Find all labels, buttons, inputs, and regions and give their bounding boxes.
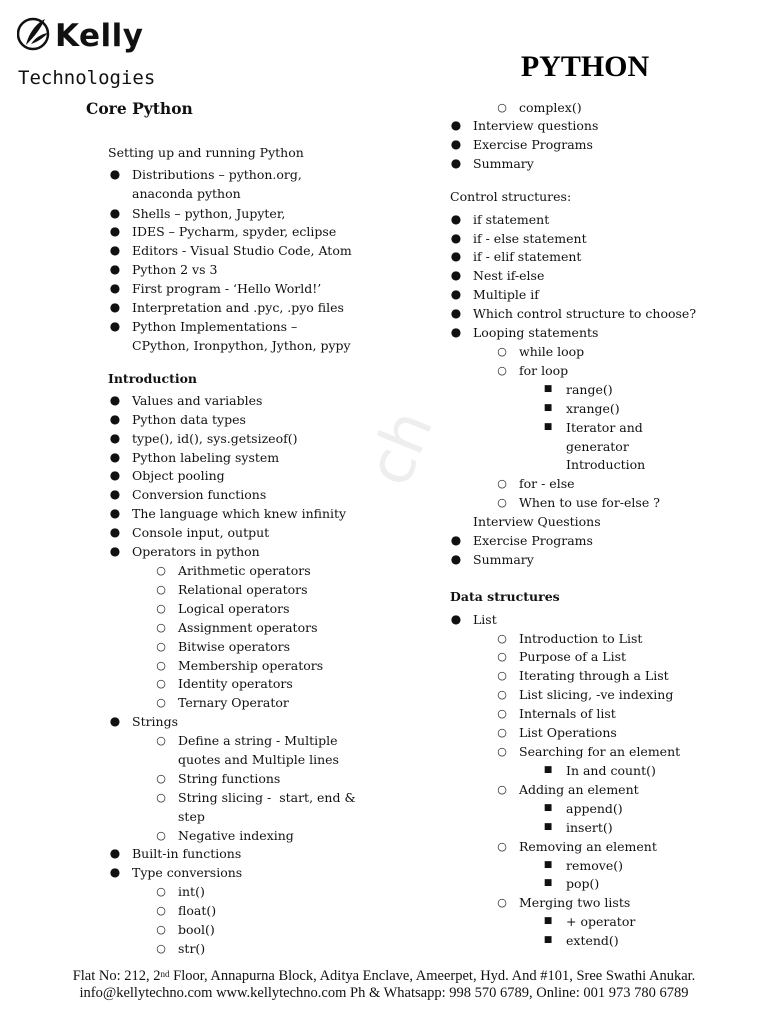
list-item-text: str() <box>178 941 206 956</box>
list-item <box>86 656 323 675</box>
list-item-text: Operators in python <box>132 544 260 559</box>
filled-circle-bullet-icon: ● <box>109 281 121 295</box>
list-item-text: generator <box>566 439 629 454</box>
list-item-text: Assignment operators <box>178 620 318 635</box>
hollow-circle-bullet-icon: ○ <box>156 772 166 785</box>
list-item <box>86 901 216 920</box>
list-item-text: List <box>473 612 497 627</box>
list-item <box>427 761 656 780</box>
hollow-circle-bullet-icon: ○ <box>156 583 166 596</box>
list-item <box>86 279 321 298</box>
list-item-text: while loop <box>519 344 585 359</box>
list-item <box>427 474 575 493</box>
list-item-text: append() <box>566 801 623 816</box>
filled-circle-bullet-icon: ● <box>109 412 121 426</box>
list-item-text: Removing an element <box>519 839 657 854</box>
list-item-text: remove() <box>566 858 623 873</box>
list-item <box>86 317 297 336</box>
hollow-circle-bullet-icon: ○ <box>497 783 507 796</box>
hollow-circle-bullet-icon: ○ <box>156 659 166 672</box>
hollow-circle-bullet-icon: ○ <box>497 496 507 509</box>
list-item-text: if - else statement <box>473 231 587 246</box>
list-item-text: Purpose of a List <box>519 649 627 664</box>
hollow-circle-bullet-icon: ○ <box>156 942 166 955</box>
list-item-text: String slicing - start, end & <box>178 790 356 805</box>
company-logo <box>17 14 187 89</box>
list-item <box>86 788 356 807</box>
filled-circle-bullet-icon: ● <box>109 431 121 445</box>
list-item-text: Nest if-else <box>473 268 545 283</box>
list-item-text: + operator <box>566 914 636 929</box>
filled-circle-bullet-icon: ● <box>109 865 121 879</box>
filled-circle-bullet-icon: ● <box>450 212 462 226</box>
list-item-text: Python data types <box>132 412 246 427</box>
square-bullet-icon: ■ <box>543 765 553 775</box>
list-item <box>86 561 311 580</box>
filled-circle-bullet-icon: ● <box>109 846 121 860</box>
list-item <box>427 647 626 666</box>
list-item <box>86 204 285 223</box>
section-heading <box>427 587 560 606</box>
list-item-text: Introduction <box>108 371 198 386</box>
list-item <box>427 418 643 437</box>
filled-circle-bullet-icon: ● <box>450 268 462 282</box>
list-item <box>427 229 587 248</box>
list-item-text: Distributions – python.org, <box>132 167 302 182</box>
section-heading <box>86 369 197 388</box>
list-item <box>427 116 598 135</box>
list-item <box>427 266 544 285</box>
hollow-circle-bullet-icon: ○ <box>497 345 507 358</box>
list-item-text: Python labeling system <box>132 450 280 465</box>
hollow-circle-bullet-icon: ○ <box>156 564 166 577</box>
list-item <box>427 98 582 117</box>
list-item <box>86 826 294 845</box>
list-item-text: range() <box>566 382 613 397</box>
list-item-text: Data structures <box>450 589 560 604</box>
list-item-text: IDES – Pycharm, spyder, eclipse <box>132 224 337 239</box>
list-item-text: Summary <box>473 156 534 171</box>
filled-circle-bullet-icon: ● <box>109 300 121 314</box>
list-item <box>427 187 571 206</box>
list-item-text: Exercise Programs <box>473 137 593 152</box>
list-item <box>427 512 601 531</box>
list-item-text: bool() <box>178 922 215 937</box>
list-item-text: Console input, output <box>132 525 270 540</box>
list-item-text: Strings <box>132 714 179 729</box>
list-item <box>427 285 539 304</box>
list-item <box>86 429 297 448</box>
hollow-circle-bullet-icon: ○ <box>156 734 166 747</box>
list-item <box>427 874 599 893</box>
hollow-circle-bullet-icon: ○ <box>497 364 507 377</box>
list-item <box>427 380 613 399</box>
hollow-circle-bullet-icon: ○ <box>497 650 507 663</box>
list-item-text: Define a string - Multiple <box>178 733 338 748</box>
list-item <box>427 531 593 550</box>
list-item <box>86 750 339 769</box>
filled-circle-bullet-icon: ● <box>450 325 462 339</box>
list-item <box>427 931 619 950</box>
list-item <box>427 893 630 912</box>
list-item <box>86 637 290 656</box>
list-item-text: Identity operators <box>178 676 293 691</box>
list-item <box>86 260 217 279</box>
hollow-circle-bullet-icon: ○ <box>497 688 507 701</box>
list-item-text: Shells – python, Jupyter, <box>132 206 286 221</box>
list-item-text: Logical operators <box>178 601 290 616</box>
list-item-text: Iterating through a List <box>519 668 669 683</box>
list-item-text: Bitwise operators <box>178 639 290 654</box>
section-heading <box>86 99 193 119</box>
list-item-text: int() <box>178 884 205 899</box>
list-item-text: Type conversions <box>132 865 243 880</box>
list-item-text: Summary <box>473 552 534 567</box>
list-item-text: List Operations <box>519 725 617 740</box>
filled-circle-bullet-icon: ● <box>450 552 462 566</box>
list-item-text: Interpretation and .pyc, .pyo files <box>132 300 344 315</box>
list-item-text: complex() <box>519 100 582 115</box>
filled-circle-bullet-icon: ● <box>109 206 121 220</box>
hollow-circle-bullet-icon: ○ <box>156 923 166 936</box>
filled-circle-bullet-icon: ● <box>109 506 121 520</box>
list-item <box>427 154 534 173</box>
list-item <box>427 666 669 685</box>
list-item <box>427 304 696 323</box>
list-item-text: xrange() <box>566 401 620 416</box>
list-item <box>86 485 266 504</box>
list-item <box>86 807 205 826</box>
list-item-text: Looping statements <box>473 325 599 340</box>
list-item <box>86 336 351 355</box>
list-item <box>427 610 497 629</box>
filled-circle-bullet-icon: ● <box>109 224 121 238</box>
list-item <box>86 618 318 637</box>
logo-subtitle: Technologies <box>18 67 156 89</box>
list-item <box>427 912 635 931</box>
filled-circle-bullet-icon: ● <box>450 612 462 626</box>
filled-circle-bullet-icon: ● <box>450 533 462 547</box>
square-bullet-icon: ■ <box>543 916 553 926</box>
list-item-text: Interview questions <box>473 118 599 133</box>
square-bullet-icon: ■ <box>543 384 553 394</box>
footer-contact: info@kellytechno.com www.kellytechno.com Ph & Whatsapp: 998 570 6789, Online: 001 973 780 6789 <box>79 985 689 1001</box>
list-item-text: List slicing, -ve indexing <box>519 687 674 702</box>
list-item <box>86 542 260 561</box>
list-item-text: Merging two lists <box>519 895 631 910</box>
list-item-text: Internals of list <box>519 706 616 721</box>
logo-wordmark: Kelly <box>55 18 144 54</box>
list-item-text: pop() <box>566 876 600 891</box>
filled-circle-bullet-icon: ● <box>450 249 462 263</box>
list-item-text: type(), id(), sys.getsizeof() <box>132 431 298 446</box>
hollow-circle-bullet-icon: ○ <box>156 885 166 898</box>
list-item-text: In and count() <box>566 763 656 778</box>
square-bullet-icon: ■ <box>543 860 553 870</box>
list-item <box>427 323 598 342</box>
hollow-circle-bullet-icon: ○ <box>156 904 166 917</box>
list-item-text: Iterator and <box>566 420 643 435</box>
list-item-text: Introduction <box>566 457 646 472</box>
list-item <box>427 723 617 742</box>
list-item <box>427 799 623 818</box>
list-item <box>427 550 534 569</box>
list-item-text: Python Implementations – <box>132 319 298 334</box>
list-item <box>427 455 645 474</box>
list-item <box>86 466 225 485</box>
hollow-circle-bullet-icon: ○ <box>497 896 507 909</box>
list-item-text: Values and variables <box>132 393 263 408</box>
filled-circle-bullet-icon: ● <box>109 262 121 276</box>
list-item <box>427 342 584 361</box>
filled-circle-bullet-icon: ● <box>450 156 462 170</box>
square-bullet-icon: ■ <box>543 403 553 413</box>
list-item-text: Built-in functions <box>132 846 242 861</box>
list-item-text: Relational operators <box>178 582 308 597</box>
list-item <box>427 210 549 229</box>
hollow-circle-bullet-icon: ○ <box>156 696 166 709</box>
filled-circle-bullet-icon: ● <box>450 231 462 245</box>
list-item-text: Membership operators <box>178 658 324 673</box>
list-item <box>86 920 215 939</box>
square-bullet-icon: ■ <box>543 822 553 832</box>
list-item-text: step <box>178 809 205 824</box>
list-item-text: if statement <box>473 212 550 227</box>
filled-circle-bullet-icon: ● <box>450 137 462 151</box>
list-item <box>427 399 620 418</box>
list-item-text: Interview Questions <box>473 514 601 529</box>
watermark: ch <box>352 399 448 496</box>
list-item <box>86 222 336 241</box>
list-item <box>427 493 660 512</box>
filled-circle-bullet-icon: ● <box>450 306 462 320</box>
filled-circle-bullet-icon: ● <box>109 393 121 407</box>
list-item <box>427 704 616 723</box>
list-item <box>86 241 352 260</box>
page-footer <box>0 968 768 1002</box>
hollow-circle-bullet-icon: ○ <box>156 602 166 615</box>
hollow-circle-bullet-icon: ○ <box>156 677 166 690</box>
filled-circle-bullet-icon: ● <box>109 319 121 333</box>
page-title: PYTHON <box>520 50 650 83</box>
list-item <box>86 769 280 788</box>
list-item-text: Editors - Visual Studio Code, Atom <box>132 243 352 258</box>
list-item <box>86 391 262 410</box>
filled-circle-bullet-icon: ● <box>109 544 121 558</box>
list-item-text: Setting up and running Python <box>108 145 304 160</box>
list-item-text: if - elif statement <box>473 249 582 264</box>
list-item <box>86 165 302 184</box>
square-bullet-icon: ■ <box>543 803 553 813</box>
list-item-text: for - else <box>519 476 575 491</box>
list-item-text: Control structures: <box>450 189 572 204</box>
list-item-text: anaconda python <box>132 186 241 201</box>
list-item <box>86 523 269 542</box>
list-item <box>427 685 673 704</box>
hollow-circle-bullet-icon: ○ <box>156 640 166 653</box>
hollow-circle-bullet-icon: ○ <box>497 669 507 682</box>
list-item <box>86 504 346 523</box>
list-item-text: First program - ‘Hello World!’ <box>132 281 322 296</box>
list-item-text: When to use for-else ? <box>519 495 660 510</box>
list-item-text: Arithmetic operators <box>178 563 311 578</box>
filled-circle-bullet-icon: ● <box>109 243 121 257</box>
list-item <box>86 712 178 731</box>
list-item <box>427 856 623 875</box>
hollow-circle-bullet-icon: ○ <box>497 477 507 490</box>
filled-circle-bullet-icon: ● <box>109 487 121 501</box>
list-item <box>86 298 344 317</box>
list-item <box>427 780 639 799</box>
list-item-text: Conversion functions <box>132 487 267 502</box>
square-bullet-icon: ■ <box>543 878 553 888</box>
hollow-circle-bullet-icon: ○ <box>497 745 507 758</box>
list-item <box>427 437 629 456</box>
list-item <box>86 580 308 599</box>
list-item-text: quotes and Multiple lines <box>178 752 339 767</box>
hollow-circle-bullet-icon: ○ <box>156 791 166 804</box>
hollow-circle-bullet-icon: ○ <box>156 621 166 634</box>
filled-circle-bullet-icon: ● <box>109 468 121 482</box>
hollow-circle-bullet-icon: ○ <box>497 101 507 114</box>
list-item <box>86 674 293 693</box>
list-item <box>427 135 593 154</box>
list-item <box>86 731 338 750</box>
list-item <box>427 629 642 648</box>
list-item-text: Multiple if <box>473 287 539 302</box>
list-item <box>86 143 304 162</box>
list-item-text: CPython, Ironpython, Jython, pypy <box>132 338 351 353</box>
list-item-text: Core Python <box>86 99 193 118</box>
list-item <box>86 410 246 429</box>
hollow-circle-bullet-icon: ○ <box>156 829 166 842</box>
filled-circle-bullet-icon: ● <box>450 287 462 301</box>
list-item <box>86 863 242 882</box>
hollow-circle-bullet-icon: ○ <box>497 707 507 720</box>
list-item <box>427 818 613 837</box>
filled-circle-bullet-icon: ● <box>450 118 462 132</box>
list-item-text: Adding an element <box>519 782 639 797</box>
list-item-text: extend() <box>566 933 619 948</box>
list-item <box>86 844 241 863</box>
list-item-text: String functions <box>178 771 281 786</box>
list-item-text: The language which knew infinity <box>132 506 347 521</box>
list-item-text: Object pooling <box>132 468 225 483</box>
square-bullet-icon: ■ <box>543 935 553 945</box>
list-item <box>86 599 290 618</box>
list-item <box>427 247 581 266</box>
list-item-text: Introduction to List <box>519 631 643 646</box>
footer-address: Flat No: 212, 2nd Floor, Annapurna Block, Aditya Enclave, Ameerpet, Hyd. And #101, Sree Swathi Anukar. <box>72 968 696 984</box>
list-item <box>427 837 657 856</box>
hollow-circle-bullet-icon: ○ <box>497 726 507 739</box>
kelly-leaf-logo-icon <box>17 14 51 54</box>
list-item-text: Negative indexing <box>178 828 294 843</box>
list-item-text: Python 2 vs 3 <box>132 262 218 277</box>
list-item-text: Which control structure to choose? <box>473 306 697 321</box>
filled-circle-bullet-icon: ● <box>109 450 121 464</box>
filled-circle-bullet-icon: ● <box>109 714 121 728</box>
filled-circle-bullet-icon: ● <box>109 167 121 181</box>
list-item <box>86 882 205 901</box>
square-bullet-icon: ■ <box>543 422 553 432</box>
list-item <box>86 448 279 467</box>
list-item <box>86 939 205 958</box>
filled-circle-bullet-icon: ● <box>109 525 121 539</box>
hollow-circle-bullet-icon: ○ <box>497 840 507 853</box>
list-item-text: Ternary Operator <box>178 695 289 710</box>
list-item-text: for loop <box>519 363 569 378</box>
list-item <box>427 742 680 761</box>
list-item-text: Searching for an element <box>519 744 681 759</box>
list-item-text: insert() <box>566 820 613 835</box>
list-item <box>86 693 289 712</box>
list-item <box>86 184 241 203</box>
hollow-circle-bullet-icon: ○ <box>497 632 507 645</box>
list-item-text: Exercise Programs <box>473 533 593 548</box>
list-item-text: float() <box>178 903 217 918</box>
list-item <box>427 361 568 380</box>
